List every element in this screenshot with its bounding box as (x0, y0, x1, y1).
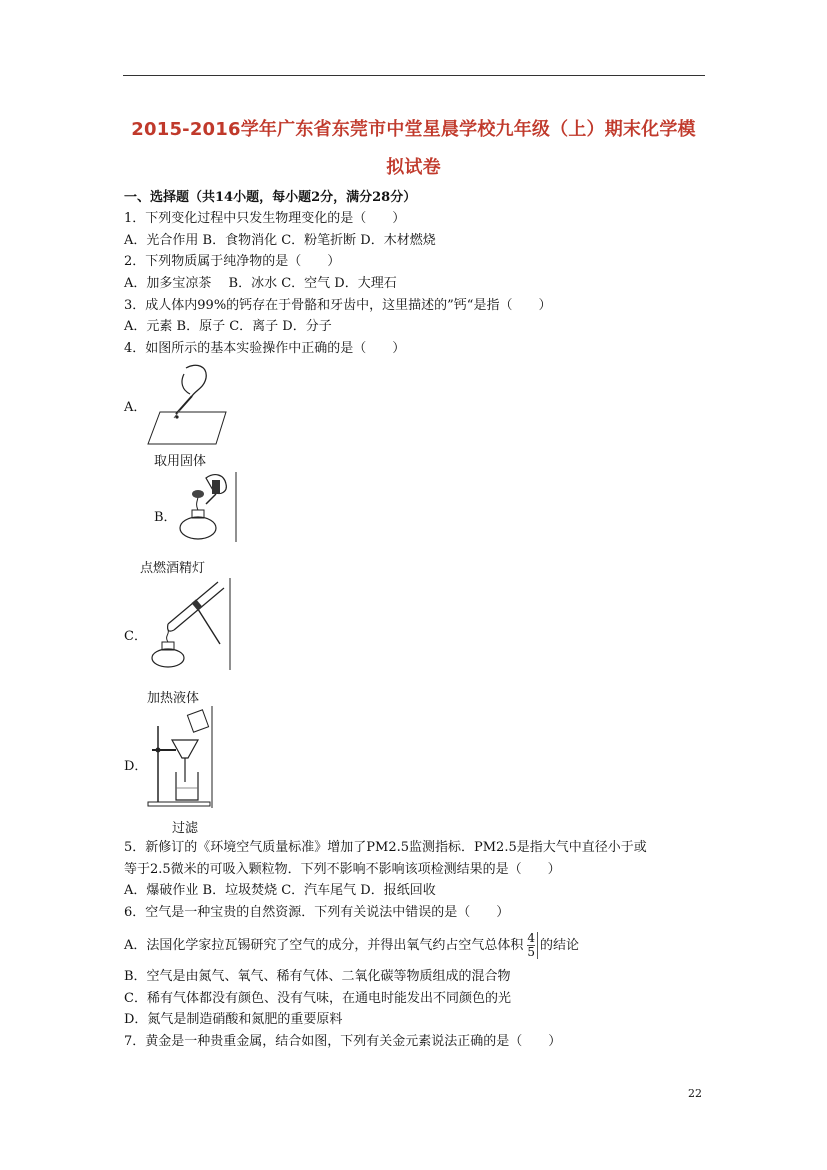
figure-heating-liquid-image (144, 578, 234, 670)
question-5-line-1: 5．新修订的《环境空气质量标准》增加了PM2.5监测指标．PM2.5是指大气中直径小于或 (124, 840, 647, 855)
question-6-option-b: B．空气是由氮气、氧气、稀有气体、二氧化碳等物质组成的混合物 (124, 969, 511, 984)
question-6-option-a (124, 932, 579, 959)
figure-filtration-image (146, 706, 214, 808)
q4-option-d-caption: 过滤 (172, 821, 199, 836)
page-number: 22 (688, 1087, 702, 1100)
question-7: 7．黄金是一种贵重金属，结合如图，下列有关金元素说法正确的是（ ） (124, 1034, 562, 1049)
q4-option-b-letter: B． (154, 510, 177, 525)
question-1-options: A．光合作用 B．食物消化 C．粉笔折断 D．木材燃烧 (124, 233, 436, 248)
q4-option-a-caption: 取用固体 (154, 454, 207, 469)
q4-option-d-letter: D． (124, 759, 148, 774)
question-4: 4．如图所示的基本实验操作中正确的是（ ） (124, 341, 406, 356)
question-2: 2．下列物质属于纯净物的是（ ） (124, 254, 341, 269)
section-header: 一、选择题（共14小题，每小题2分，满分28分） (124, 190, 417, 205)
q6-option-a-text: A．法国化学家拉瓦锡研究了空气的成分，并得出氧气约占空气总体积 (124, 938, 524, 953)
page-title-line-2: 拟试卷 (386, 157, 441, 178)
question-6-option-c: C．稀有气体都没有颜色、没有气味，在通电时能发出不同颜色的光 (124, 991, 511, 1006)
q4-option-a-letter: A． (124, 400, 147, 415)
fraction-numerator: 4 (527, 931, 536, 945)
page-title-line-1: 2015-2016学年广东省东莞市中堂星晨学校九年级（上）期末化学模 (131, 119, 696, 140)
header-rule (123, 75, 705, 76)
question-2-options: A．加多宝凉茶 B．冰水 C．空气 D．大理石 (124, 276, 397, 291)
question-1: 1．下列变化过程中只发生物理变化的是（ ） (124, 211, 406, 226)
question-5-options: A．爆破作业 B．垃圾焚烧 C．汽车尾气 D．报纸回收 (124, 883, 436, 898)
question-5-line-2: 等于2.5微米的可吸入颗粒物．下列不影响不影响该项检测结果的是（ ） (124, 862, 561, 877)
question-6-option-d: D．氮气是制造硝酸和氮肥的重要原料 (124, 1012, 343, 1027)
q4-option-c-caption: 加热液体 (147, 691, 200, 706)
question-3-options: A．元素 B．原子 C．离子 D．分子 (124, 319, 332, 334)
fraction-denominator: 5 (527, 945, 536, 959)
q6-option-a-suffix: 的结论 (540, 938, 580, 953)
q4-option-b-caption: 点燃酒精灯 (140, 561, 206, 576)
fraction-four-fifths (525, 932, 538, 959)
figure-alcohol-lamp-image (176, 470, 238, 542)
question-3: 3．成人体内99%的钙存在于骨骼和牙齿中，这里描述的”钙“是指（ ） (124, 298, 552, 313)
question-6: 6．空气是一种宝贵的自然资源．下列有关说法中错误的是（ ） (124, 905, 510, 920)
q4-option-c-letter: C． (124, 629, 147, 644)
figure-take-solid-image (146, 360, 228, 448)
